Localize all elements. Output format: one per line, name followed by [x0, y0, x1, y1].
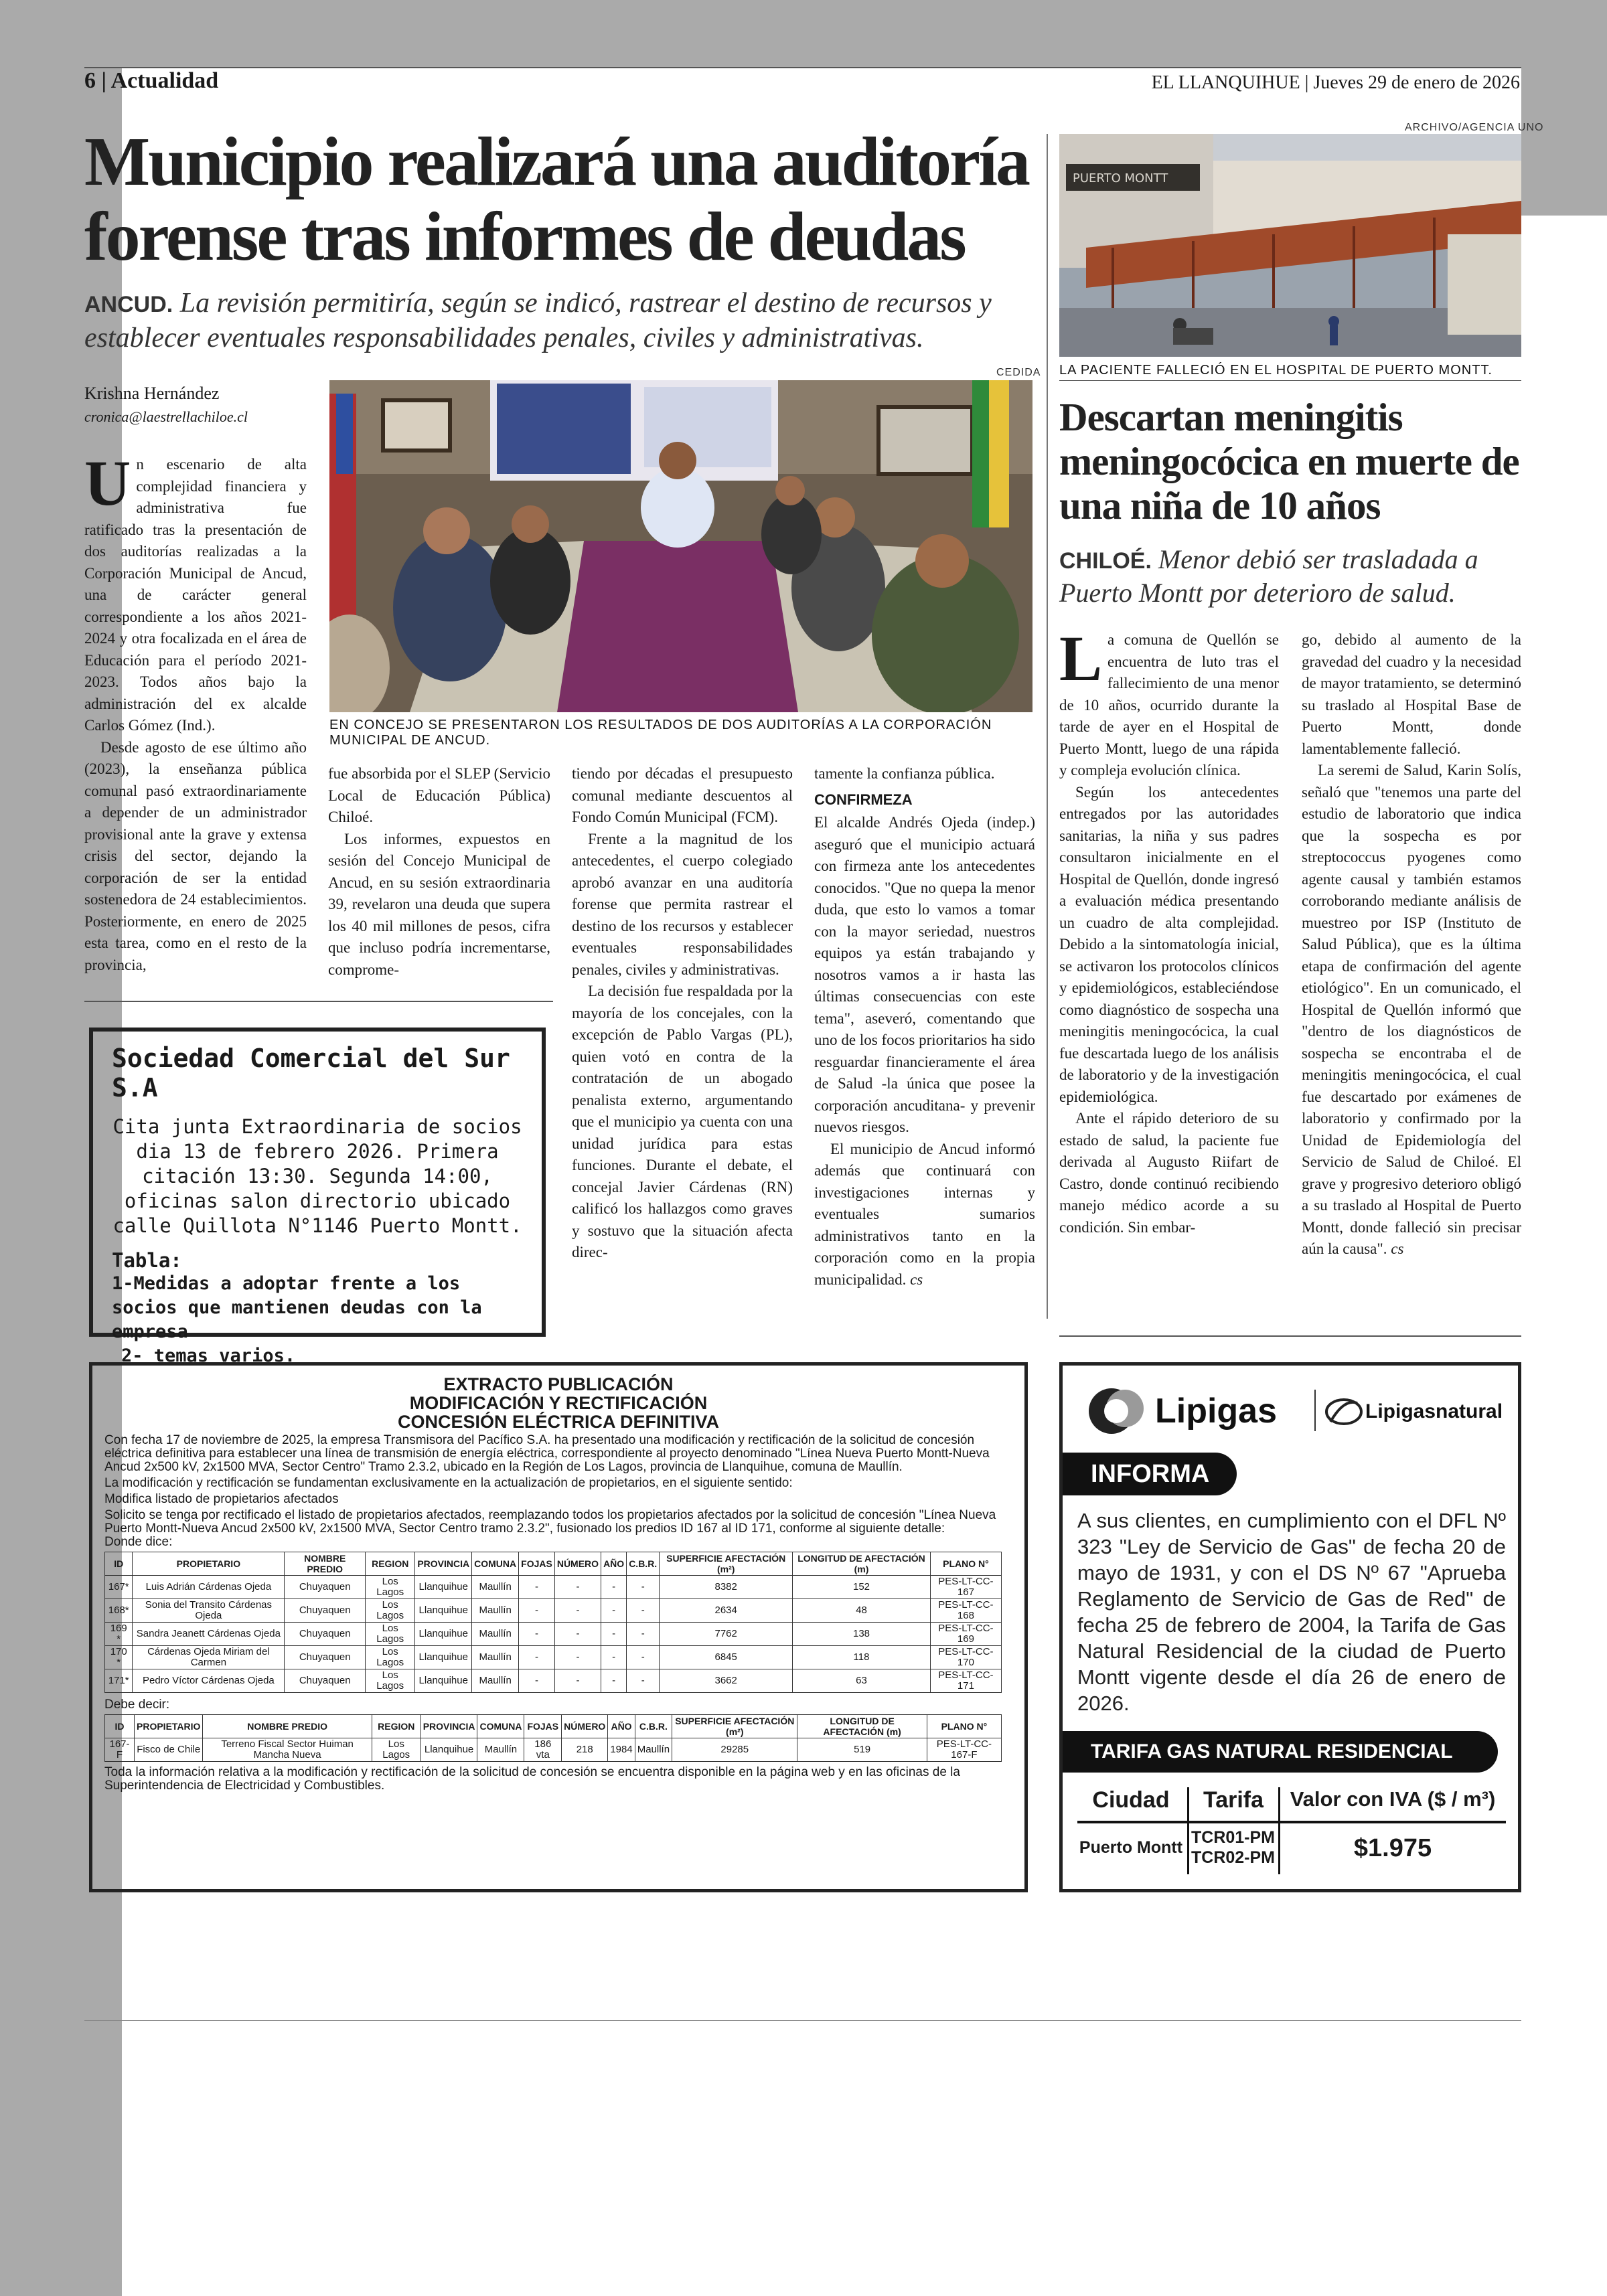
extracto-before-row — [105, 1599, 1002, 1623]
main-col4-para3 — [814, 1139, 1035, 1291]
lipigas-tarifa-codes — [1191, 1827, 1277, 1868]
extracto-after-header-cell: C.B.R. — [635, 1715, 672, 1738]
lipigas-box — [1059, 1362, 1521, 1892]
extracto-table-after-header — [105, 1715, 1002, 1738]
extracto-table-after — [104, 1714, 1002, 1762]
extracto-before-cell: Maullín — [472, 1623, 519, 1646]
main-col1-para2: Desde agosto de ese último año (2023), la enseñanza pública comunal pasó extraordinariamente a depender de un administrador provisional ante la grave y extensa crisis del sector, dejando la corporación de ser la entidad sostenedora de 24 establecimientos. Posteriormente, en enero de 2025 esta tarea, como en el resto de la provincia, — [84, 738, 307, 973]
extracto-before-cell: Llanquihue — [415, 1646, 472, 1669]
lipigas-logo-icon — [1081, 1384, 1155, 1438]
page-bottom-rule — [84, 2020, 1521, 2021]
lipigas-price: $1.975 — [1353, 1834, 1432, 1862]
main-col2-para2: Los informes, expuestos en sesión del Concejo Municipal de Ancud, en su sesión extraordinaria 39, revelaron una deuda que supera los 40 mil millones de pesos, cifra que incluso podría incrementarse, comprome- — [328, 830, 550, 978]
extracto-before-cell: Los Lagos — [366, 1646, 415, 1669]
extracto-before-cell: - — [601, 1669, 627, 1693]
lipigasnatural-brand: Lipigasnatural — [1365, 1400, 1503, 1422]
side-end-mark: cs — [1391, 1240, 1404, 1257]
main-col3-para1: tiendo por décadas el presupuesto comunal mediante descuentos al Fondo Común Municipal (FCM). — [572, 765, 793, 825]
extracto-before-header-cell: PLANO N° — [930, 1552, 1001, 1576]
extracto-before-header-cell: PROVINCIA — [415, 1552, 472, 1576]
extracto-table-before — [104, 1552, 1002, 1693]
main-col1-para1 — [84, 454, 307, 737]
main-col1-para1-text: n escenario de alta complejidad financiera y administrativa fue ratificado tras la presentación de dos auditorías realizadas a la Corporación Municipal de Ancud, una de carácter general correspondiente a los años 2021-2024 y otra focalizada en el área de Educación para el período 2021-2023. Todos años bajo la administración del ex alcalde Carlos Gómez (Ind.). — [84, 456, 307, 734]
extracto-before-cell: 6845 — [660, 1646, 793, 1669]
extracto-before-cell: - — [554, 1576, 601, 1599]
extracto-before-cell: 168* — [105, 1599, 133, 1623]
extracto-before-cell: Chuyaquen — [285, 1646, 366, 1669]
extracto-before-cell: 138 — [793, 1623, 931, 1646]
extracto-before-row — [105, 1646, 1002, 1669]
council-meeting-illustration — [329, 380, 1032, 712]
lipigas-logo-divider — [1314, 1390, 1316, 1431]
extracto-after-cell: 29285 — [672, 1738, 797, 1762]
scan-margin-top — [0, 0, 1607, 67]
side-caption-rule — [1059, 380, 1521, 381]
extracto-before-cell: Cárdenas Ojeda Miriam del Carmen — [133, 1646, 285, 1669]
extracto-after-header-cell: AÑO — [608, 1715, 635, 1738]
extracto-before-cell: - — [601, 1646, 627, 1669]
extracto-before-row — [105, 1623, 1002, 1646]
lipigas-body: A sus clientes, en cumplimiento con el DFL Nº 323 "Ley de Servicio de Gas" de fecha 20 de mayo de 1931, y con el DS Nº 67 "Aprueba Reglamento de Servicio de Gas de Red" de fecha 25 de febrero de 2004, la Tarifa de Gas Natural Residencial de la ciudad de Puerto Montt vigente desde el día 26 de enero de 2026. — [1077, 1509, 1506, 1715]
main-col4-para2: El alcalde Andrés Ojeda (indep.) aseguró que el municipio actuará con firmeza ante los antecedentes conocidos. "Que no quepa la menor duda, que esto lo vamos a tomar con la mayor seriedad, nuestros equipos ya están trabajando y nosotros vamos a ir hasta las últimas consecuencias con este tema", aseveró, comentando que uno de los focos prioritarios ha sido resguardar financieramente el área de Salud -la única que posee la corporación ancuditana- y prevenir nuevos riesgos. — [814, 814, 1035, 1135]
extracto-before-cell: Chuyaquen — [285, 1669, 366, 1693]
extracto-before-cell: Los Lagos — [366, 1576, 415, 1599]
extracto-after-cell: 519 — [797, 1738, 927, 1762]
extracto-before-cell: 152 — [793, 1576, 931, 1599]
extracto-before-cell: - — [554, 1669, 601, 1693]
side-col1-para1-text: a comuna de Quellón se encuentra de luto tras el fallecimiento de una menor de 10 años, ocurrido durante la tarde de ayer en el Hospital de Puerto Montt, luego de una rápida y compleja evolución clínica. — [1059, 631, 1279, 778]
hospital-entrance-illustration — [1059, 134, 1521, 357]
lipigas-table-rule — [1077, 1821, 1506, 1823]
side-col2-para2 — [1302, 760, 1521, 1260]
main-headline — [84, 125, 1049, 274]
page-dateline: EL LLANQUIHUE | Jueves 29 de enero de 2026 — [1151, 72, 1520, 93]
extracto-before-cell: Llanquihue — [415, 1623, 472, 1646]
main-body-col3 — [572, 763, 793, 1319]
side-body-col1 — [1059, 629, 1279, 1325]
extracto-after-cell: Los Lagos — [372, 1738, 420, 1762]
extracto-before-cell: Maullín — [472, 1669, 519, 1693]
extracto-before-cell: 2634 — [660, 1599, 793, 1623]
notice-sociedad-tabla-label: Tabla: — [112, 1249, 182, 1272]
extracto-after-header-cell: SUPERFICIE AFECTACIÓN (m²) — [672, 1715, 797, 1738]
side-col1-para3: Ante el rápido deterioro de su estado de salud, la paciente fue derivada al Augusto Riifart de Castro, donde continuó recibiendo manejo médico acorde a su condición. Sin embar- — [1059, 1110, 1279, 1236]
page-number: 6 — [84, 68, 96, 93]
extracto-title1: EXTRACTO PUBLICACIÓN — [443, 1374, 674, 1394]
extracto-before-cell: Pedro Víctor Cárdenas Ojeda — [133, 1669, 285, 1693]
extracto-before-cell: - — [627, 1669, 660, 1693]
extracto-before-cell: - — [554, 1623, 601, 1646]
extracto-before-cell: - — [601, 1623, 627, 1646]
extracto-after-row — [105, 1738, 1002, 1762]
newspaper-name: EL LLANQUIHUE — [1151, 72, 1300, 93]
header-rule — [84, 67, 1521, 68]
extracto-before-cell: - — [519, 1646, 555, 1669]
extracto-before-cell: - — [519, 1623, 555, 1646]
extracto-table-before-body — [105, 1576, 1002, 1693]
extracto-title3: CONCESIÓN ELÉCTRICA DEFINITIVA — [397, 1412, 719, 1432]
lipigas-city: Puerto Montt — [1079, 1838, 1183, 1857]
extracto-before-cell: Chuyaquen — [285, 1623, 366, 1646]
extracto-before-header-cell: ID — [105, 1552, 133, 1576]
extracto-after-cell: PES-LT-CC-167-F — [927, 1738, 1001, 1762]
extracto-before-cell: - — [519, 1599, 555, 1623]
extracto-title2: MODIFICACIÓN Y RECTIFICACIÓN — [409, 1393, 708, 1413]
extracto-debe-decir: Debe decir: — [104, 1698, 170, 1712]
extracto-before-row — [105, 1669, 1002, 1693]
lipigas-table-divider1 — [1187, 1787, 1189, 1874]
extracto-before-cell: 8382 — [660, 1576, 793, 1599]
extracto-before-cell: - — [519, 1669, 555, 1693]
main-col4-subhead: CONFIRMEZA — [814, 791, 913, 808]
extracto-before-cell: PES-LT-CC-169 — [930, 1623, 1001, 1646]
extracto-after-header-cell: REGION — [372, 1715, 420, 1738]
extracto-before-cell: 170 * — [105, 1646, 133, 1669]
main-dropcap: U — [84, 454, 131, 519]
notice-sociedad-item1: 1-Medidas a adoptar frente a los socios que mantienen deudas con la empresa — [112, 1273, 482, 1342]
extracto-before-cell: - — [554, 1599, 601, 1623]
lipigas-table-divider2 — [1278, 1787, 1280, 1874]
extracto-before-header-cell: NÚMERO — [554, 1552, 601, 1576]
extracto-before-cell: Los Lagos — [366, 1669, 415, 1693]
extracto-before-cell: Llanquihue — [415, 1669, 472, 1693]
extracto-before-cell: PES-LT-CC-171 — [930, 1669, 1001, 1693]
extracto-before-cell: - — [627, 1646, 660, 1669]
notice-sociedad-title: Sociedad Comercial del Sur S.A — [112, 1044, 510, 1102]
extracto-before-cell: Luis Adrián Cárdenas Ojeda — [133, 1576, 285, 1599]
notice-top-rule — [84, 1001, 553, 1002]
side-headline: Descartan meningitis meningocócica en muerte de una niña de 10 años — [1059, 395, 1519, 527]
extracto-after-cell: Fisco de Chile — [135, 1738, 203, 1762]
main-end-mark: cs — [910, 1270, 923, 1288]
main-photo — [329, 380, 1032, 712]
main-headline-line1: Municipio realizará una auditoría — [84, 123, 1029, 200]
extracto-before-cell: Maullín — [472, 1646, 519, 1669]
side-col2-para1: go, debido al aumento de la gravedad del cuadro y la necesidad de mayor tratamiento, se determinó su traslado al Hospital Base de Puerto Montt, donde lamentablemente falleció. — [1302, 631, 1521, 757]
extracto-footer: Toda la información relativa a la modificación y rectificación de la solicitud de concesión se encuentra disponible en la página web y en las oficinas de la Superintendencia de Electricidad y Combustibles. — [104, 1765, 960, 1793]
notice-sociedad-box — [89, 1028, 546, 1366]
side-photo-credit: ARCHIVO/AGENCIA UNO — [1405, 122, 1544, 133]
extracto-before-cell: Chuyaquen — [285, 1576, 366, 1599]
notice-sociedad-item2: 2- temas varios. — [121, 1345, 296, 1366]
extracto-before-header-cell: LONGITUD DE AFECTACIÓN (m) — [793, 1552, 931, 1576]
extracto-after-header-cell: FOJAS — [524, 1715, 562, 1738]
extracto-before-header-cell: COMUNA — [472, 1552, 519, 1576]
extracto-before-cell: Los Lagos — [366, 1599, 415, 1623]
side-col1-para1 — [1059, 629, 1279, 782]
lipigas-col-valor: Valor con IVA ($ / m³) — [1290, 1787, 1496, 1811]
side-col2-para2-text: La seremi de Salud, Karin Solís, señaló que "tenemos una parte del estudio de laboratorio que indica que la sospecha es por streptococcus pyogenes como agente causal y también estamos corroborando mediante análisis de muestreo por ISP (Instituto de Salud Pública), que es la última etapa de confirmación del agente etiológico". En un comunicado, el Hospital de Quellón informó que "dentro de los diagnósticos de sospecha se encontraba el de meningitis meningocócica, el cual fue descartado por exámenes de laboratorio y confirmado por la Unidad de Epidemiología del Servicio de Salud de Chiloé. El grave y progresivo deterioro obligó a su traslado al Hospital de Puerto Montt, donde falleció sin precisar aún la causa". — [1302, 762, 1521, 1257]
author-name: Krishna Hernández — [84, 384, 220, 403]
extracto-before-cell: Sandra Jeanett Cárdenas Ojeda — [133, 1623, 285, 1646]
extracto-before-header-cell: FOJAS — [519, 1552, 555, 1576]
side-deck — [1059, 544, 1521, 609]
lipigas-tarifa-banner: TARIFA GAS NATURAL RESIDENCIAL — [1063, 1731, 1498, 1773]
extracto-before-cell: PES-LT-CC-168 — [930, 1599, 1001, 1623]
extracto-before-header-cell: REGION — [366, 1552, 415, 1576]
extracto-table-before-header — [105, 1552, 1002, 1576]
side-deck-text: Menor debió ser trasladada a Puerto Montt por deterioro de salud. — [1059, 544, 1478, 608]
extracto-after-cell: 167-F — [105, 1738, 135, 1762]
extracto-after-header-cell: PROVINCIA — [420, 1715, 477, 1738]
side-kicker: CHILOÉ. — [1059, 548, 1152, 574]
extracto-after-cell: 1984 — [608, 1738, 635, 1762]
extracto-before-cell: Maullín — [472, 1576, 519, 1599]
extracto-after-header-cell: PLANO N° — [927, 1715, 1001, 1738]
extracto-before-cell: - — [627, 1576, 660, 1599]
extracto-before-header-cell: NOMBRE PREDIO — [285, 1552, 366, 1576]
extracto-after-cell: Llanquihue — [420, 1738, 477, 1762]
extracto-before-cell: - — [601, 1599, 627, 1623]
lipigas-col-ciudad: Ciudad — [1092, 1787, 1170, 1813]
main-deck-text: La revisión permitiría, según se indicó, rastrear el destino de recursos y establecer eventuales responsabilidades penales, civiles y administrativas. — [84, 288, 992, 353]
extracto-after-header-cell: COMUNA — [477, 1715, 524, 1738]
main-photo-caption: EN CONCEJO SE PRESENTARON LOS RESULTADOS DE DOS AUDITORÍAS A LA CORPORACIÓN MUNICIPAL DE ANCUD. — [329, 718, 992, 748]
extracto-after-header-cell: NÚMERO — [562, 1715, 608, 1738]
extracto-after-header-cell: PROPIETARIO — [135, 1715, 203, 1738]
extracto-before-cell: Llanquihue — [415, 1599, 472, 1623]
extracto-before-cell: - — [519, 1576, 555, 1599]
side-bottom-rule — [1059, 1335, 1521, 1337]
main-photo-credit: CEDIDA — [996, 367, 1041, 378]
extracto-before-cell: 63 — [793, 1669, 931, 1693]
extracto-box — [89, 1362, 1028, 1892]
extracto-before-cell: 7762 — [660, 1623, 793, 1646]
page-section-label: 6 | Actualidad — [84, 68, 219, 93]
main-body-col1 — [84, 454, 307, 989]
lipigas-tarifa1: TCR01-PM — [1191, 1828, 1276, 1847]
issue-date: Jueves 29 de enero de 2026 — [1313, 72, 1520, 93]
extracto-donde-dice: Donde dice: — [104, 1535, 173, 1549]
extracto-before-cell: 118 — [793, 1646, 931, 1669]
main-headline-line2: forense tras informes de deudas — [84, 198, 965, 275]
extracto-para3: Modifica listado de propietarios afectados — [104, 1492, 339, 1506]
extracto-after-header-cell: NOMBRE PREDIO — [203, 1715, 372, 1738]
extracto-before-cell: Chuyaquen — [285, 1599, 366, 1623]
lipigas-logo-row — [1081, 1384, 1510, 1438]
extracto-before-cell: 171* — [105, 1669, 133, 1693]
side-dropcap: L — [1059, 629, 1103, 694]
main-deck — [84, 286, 1055, 355]
extracto-after-cell: Terreno Fiscal Sector Huiman Mancha Nueva — [203, 1738, 372, 1762]
extracto-after-header-cell: ID — [105, 1715, 135, 1738]
extracto-before-header-cell: AÑO — [601, 1552, 627, 1576]
main-body-col4 — [814, 763, 1035, 1319]
extracto-before-cell: 48 — [793, 1599, 931, 1623]
extracto-para2: La modificación y rectificación se fundamentan exclusivamente en la actualización de propietarios, en el siguiente sentido: — [104, 1476, 793, 1490]
notice-sociedad-body: Cita junta Extraordinaria de socios dia 13 de febrero 2026. Primera citación 13:30. Segunda 14:00, oficinas salon directorio ubicado calle Quillota N°1146 Puerto Montt. — [112, 1115, 522, 1237]
main-col3-para3: La decisión fue respaldada por la mayoría de los concejales, con la excepción de Pablo Vargas (PL), quien votó en contra de la contratación de un abogado penalista externo, argumentando que el municipio ya cuenta con una unidad jurídica para estas funciones. Durante el debate, el concejal Javier Cárdenas (RN) calificó los hallazgos como graves y sostuvo que la situación afecta direc- — [572, 983, 793, 1260]
extracto-after-cell: Maullín — [477, 1738, 524, 1762]
extracto-before-cell: 169 * — [105, 1623, 133, 1646]
extracto-before-cell: PES-LT-CC-167 — [930, 1576, 1001, 1599]
extracto-after-cell: 218 — [562, 1738, 608, 1762]
main-col4-para3-text: El municipio de Ancud informó además que continuará con investigaciones internas y eventuales sumarios administrativos tanto en la corporación como en la propia municipalidad. — [814, 1140, 1035, 1288]
lipigas-informa-banner: INFORMA — [1063, 1453, 1237, 1495]
lipigasnatural-logo-icon — [1324, 1395, 1364, 1428]
main-col4-para1: tamente la confianza pública. — [814, 765, 995, 782]
extracto-before-cell: 167* — [105, 1576, 133, 1599]
extracto-before-header-cell: C.B.R. — [627, 1552, 660, 1576]
author-email: cronica@laestrellachiloe.cl — [84, 408, 248, 425]
extracto-before-cell: Los Lagos — [366, 1623, 415, 1646]
side-photo — [1059, 134, 1521, 357]
extracto-before-cell: 3662 — [660, 1669, 793, 1693]
main-body-col2 — [328, 763, 550, 991]
extracto-after-header-cell: LONGITUD DE AFECTACIÓN (m) — [797, 1715, 927, 1738]
side-body-col2 — [1302, 629, 1521, 1325]
extracto-para1: Con fecha 17 de noviembre de 2025, la empresa Transmisora del Pacífico S.A. ha presentado una modificación y rectificación de la solicitud de concesión eléctrica definitiva para establecer una línea de transmisión de energía eléctrica, correspondiente al proyecto denominado "Línea Nueva Puerto Montt-Nueva Ancud 2x500 kV, 2x1500 MVA, Sector Centro" Tramo 2.3.2, ubicado en la Región de Los Lagos, provincia de Llanquihue, comuna de Maullín. — [104, 1433, 990, 1474]
extracto-before-cell: PES-LT-CC-170 — [930, 1646, 1001, 1669]
scan-margin-right — [1521, 67, 1607, 216]
lipigas-tarifa2: TCR02-PM — [1191, 1848, 1276, 1867]
extracto-after-cell: Maullín — [635, 1738, 672, 1762]
extracto-after-cell: 186 vta — [524, 1738, 562, 1762]
side-photo-sign: PUERTO MONTT — [1073, 171, 1168, 185]
extracto-before-cell: - — [554, 1646, 601, 1669]
main-col3-para2: Frente a la magnitud de los antecedentes, el cuerpo colegiado aprobó avanzar en una auditoría forense que permita rastrear el destino de los recursos y establecer eventuales responsabilidades penales, civiles y administrativas. — [572, 830, 793, 978]
side-photo-caption: LA PACIENTE FALLECIÓ EN EL HOSPITAL DE PUERTO MONTT. — [1059, 363, 1493, 378]
extracto-para4: Solicito se tenga por rectificado el listado de propietarios afectados, reemplazando todos los propietarios afectados por la solicitud de concesión "Línea Nueva Puerto Montt-Nueva Ancud 2x500 kV, 2x1500 MVA, Sector Centro tramo 2.3.2", fusionado los predios ID 167 al ID 171, conforme al siguiente detalle: — [104, 1508, 996, 1536]
section-name: Actualidad — [110, 68, 219, 93]
extracto-before-row — [105, 1576, 1002, 1599]
extracto-before-cell: Sonia del Transito Cárdenas Ojeda — [133, 1599, 285, 1623]
lipigas-col-tarifa: Tarifa — [1203, 1787, 1264, 1813]
extracto-before-cell: - — [601, 1576, 627, 1599]
extracto-table-after-body — [105, 1738, 1002, 1762]
extracto-before-cell: Llanquihue — [415, 1576, 472, 1599]
extracto-before-cell: - — [627, 1623, 660, 1646]
extracto-before-cell: Maullín — [472, 1599, 519, 1623]
extracto-before-header-cell: PROPIETARIO — [133, 1552, 285, 1576]
extracto-before-header-cell: SUPERFICIE AFECTACIÓN (m²) — [660, 1552, 793, 1576]
extracto-before-cell: - — [627, 1599, 660, 1623]
column-divider — [1047, 134, 1048, 1319]
main-kicker: ANCUD. — [84, 292, 173, 317]
lipigas-brand: Lipigas — [1155, 1392, 1278, 1430]
side-col1-para2: Según los antecedentes entregados por las autoridades sanitarias, la niña y sus padres consultaron inicialmente en el Hospital de Quellón, donde ingresó a evaluación médica presentando un cuadro de alta complejidad. Debido a la sintomatología inicial, se activaron los protocolos clínicos y epidemiológicos, estableciéndose como diagnóstico de sospecha una meningitis meningocócica, la cual fue descartada luego de los análisis de laboratorio y de la investigación epidemiológica. — [1059, 783, 1279, 1105]
main-col2-para1: fue absorbida por el SLEP (Servicio Local de Educación Pública) Chiloé. — [328, 765, 550, 825]
